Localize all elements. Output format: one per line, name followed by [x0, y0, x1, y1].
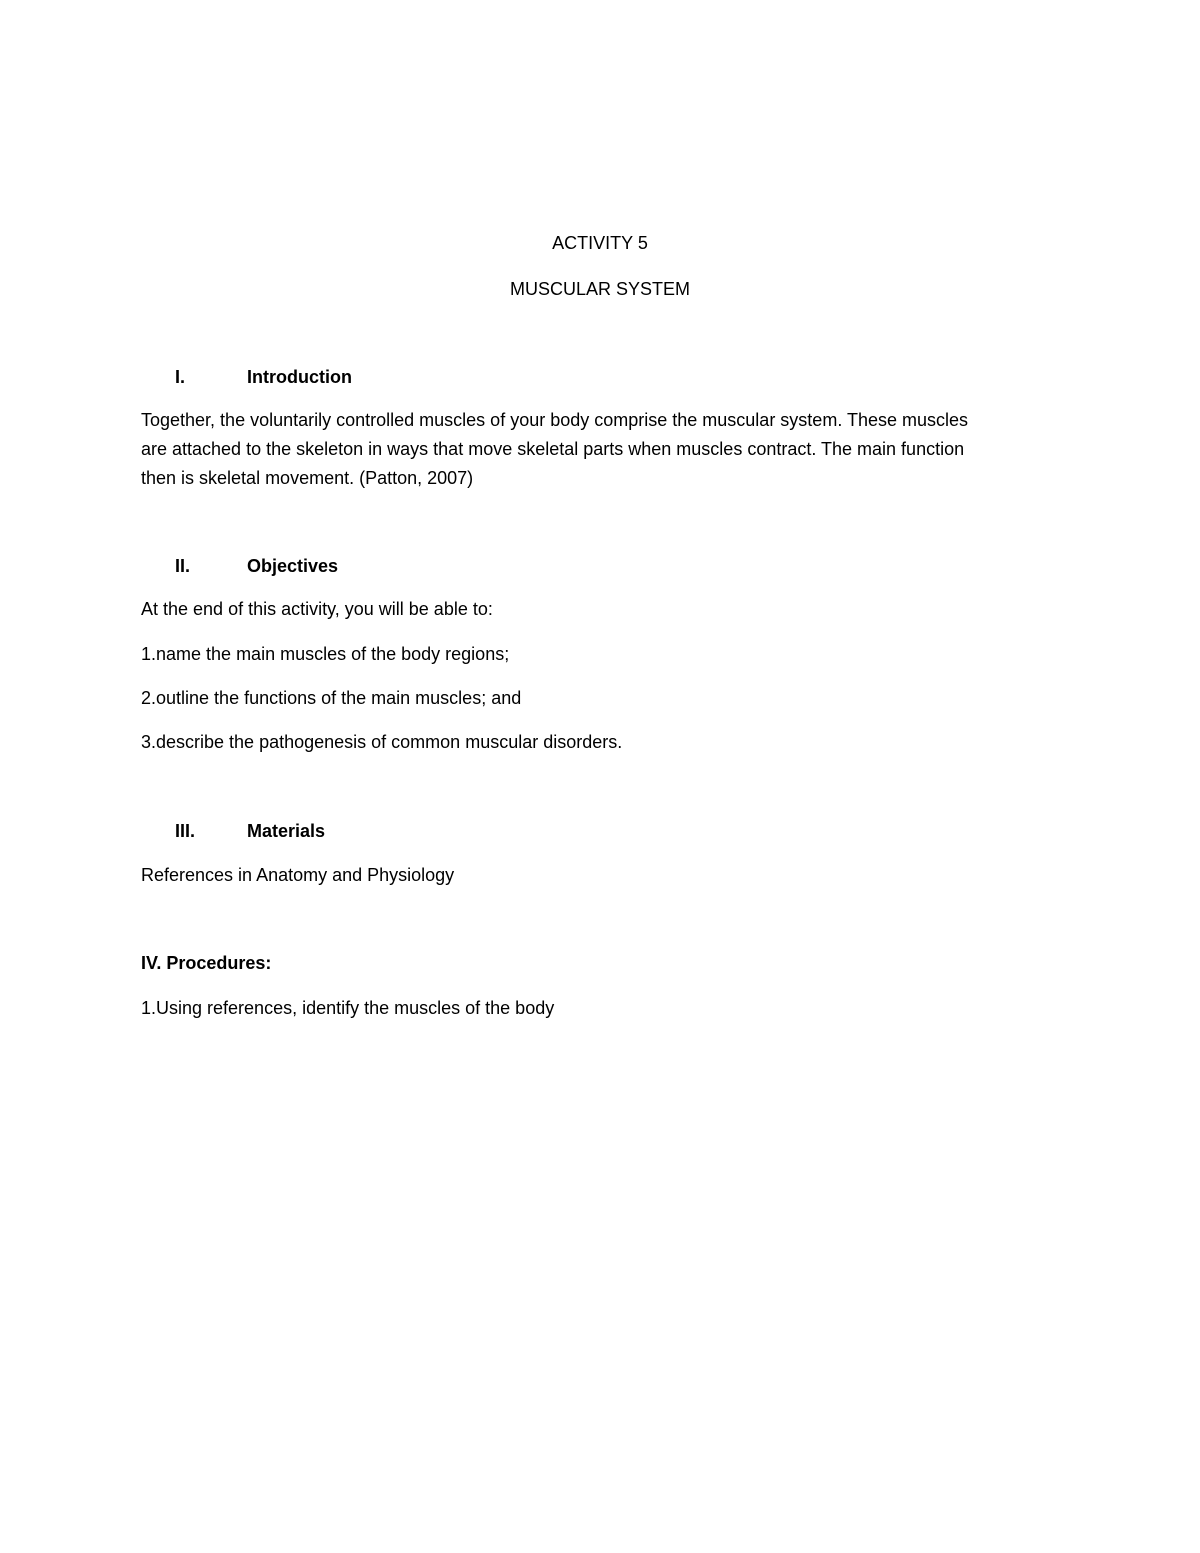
section-numeral-objectives: II. [175, 556, 191, 576]
procedure-item: 1.Using references, identify the muscles of the body [141, 998, 555, 1018]
section-heading-procedures: IV. Procedures: [141, 953, 272, 973]
section-heading-objectives: Objectives [247, 556, 339, 576]
objective-item: 2.outline the functions of the main muscles; and [141, 688, 522, 708]
section-heading-materials: Materials [247, 821, 326, 841]
materials-text: References in Anatomy and Physiology [141, 865, 455, 885]
objectives-lead: At the end of this activity, you will be able to: [141, 599, 493, 619]
introduction-paragraph-line: are attached to the skeleton in ways that move skeletal parts when muscles contract. The main function [141, 439, 965, 459]
section-numeral-introduction: I. [175, 367, 186, 387]
objective-item: 1.name the main muscles of the body regions; [141, 644, 510, 664]
activity-title: ACTIVITY 5 [552, 233, 648, 253]
system-title: MUSCULAR SYSTEM [509, 279, 691, 299]
section-heading-introduction: Introduction [247, 367, 352, 387]
section-numeral-materials: III. [175, 821, 196, 841]
objective-item: 3.describe the pathogenesis of common muscular disorders. [141, 732, 623, 752]
introduction-paragraph-line: Together, the voluntarily controlled muscles of your body comprise the muscular system. These muscles [141, 410, 969, 430]
introduction-paragraph-line: then is skeletal movement. (Patton, 2007) [141, 468, 474, 488]
